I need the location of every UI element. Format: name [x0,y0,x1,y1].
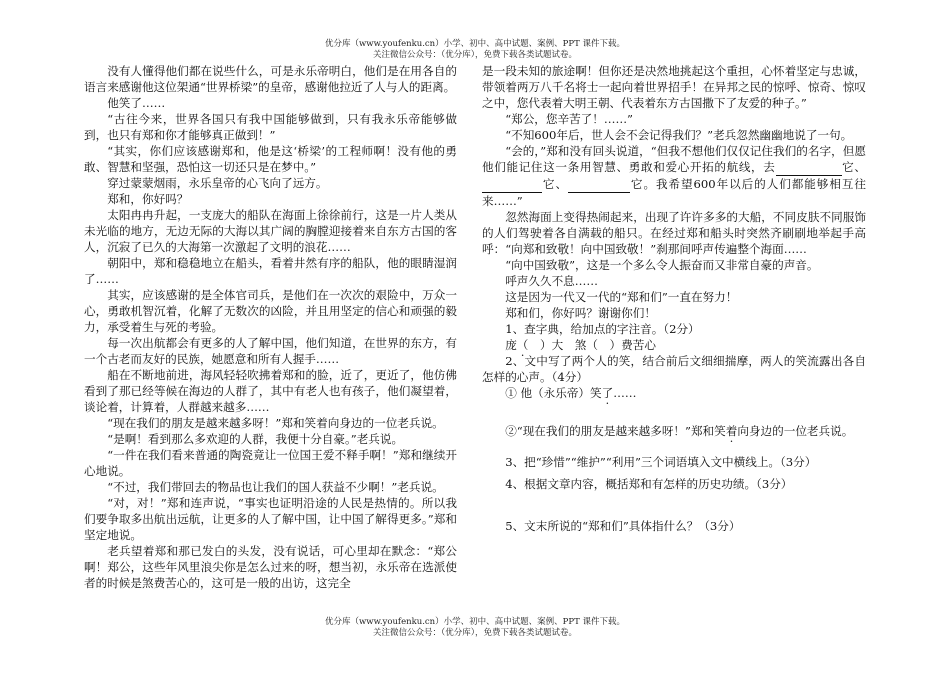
question-2-item-1 [482,385,866,401]
right-paragraph: “郑公，您辛苦了！……” [505,112,633,126]
right-paragraph: 郑和们，你好吗？谢谢你们！ [505,306,656,320]
blanks-text: “会的，”郑和没有回头说道，“但我不想他们仅仅记住我们的名字，但愿他们能记住这一条用智慧、勇敢和爱心开拓的航线，去 [482,144,866,174]
dotted-char-xiao: 笑 [590,386,602,400]
answer-space[interactable] [482,492,866,518]
question-5: 5、文末所说的“郑和们”具体指什么？（3分） [505,519,741,533]
blanks-text: 它。我希望600年以后的人们都能够相互往来……” [482,177,866,208]
left-paragraph: 老兵望着郑和那已发白的头发，没有说话，可心里却在默念：“郑公啊！郑公，这些年风里浪尖你是怎么过来的呀，想当初，永乐帝在选派使者的时候是煞费苦心的，这可是一般的出访，这完全 [84,544,457,590]
footer-banner-line1: 优分库（www.youfenku.cn）小学、初中、高中试题、案例、PPT 课件下载。 [325,617,625,627]
question-3: 3、把“珍惜”“维护”“利用”三个词语填入文中横线上。（3分） [505,455,817,469]
q2-1-prefix: ① 他（永乐帝） [505,386,591,400]
q2-2-prefix: ②“现在我们的朋友是越来越多呀！”郑和 [505,424,715,438]
left-paragraph: “古往今来，世界各国只有我中国能够做到，只有我永乐帝能够做到，也只有郑和你才能够真正做到！” [84,112,457,142]
left-paragraph: 没有人懂得他们都在说些什么，可是永乐帝明白，他们是在用各自的语言来感谢他这位架通“世界桥梁”的皇帝，感谢他拉近了人与人的距离。 [84,64,457,94]
right-paragraph: 是一段未知的旅途啊！但你还是决然地挑起这个重担，心怀着坚定与忠诚，带领着两万八千名将士一起向着世界招手！在异邦之民的惊呼、惊奇、惊叹之中，您代表着大明王朝、代表着东方古国撒下了友爱的种子。” [482,64,866,110]
q2-2-suffix: 着向身边的一位老兵说。 [725,424,854,438]
question-1-answer-slots: （ ）大 煞（ ）费苦心 [516,338,656,352]
left-paragraph: “对，对！”郑和连声说，“事实也证明沿途的人民是热情的。所以我们要争取多出航出远航，让更多的人了解中国，让中国了解得更多。”郑和坚定地说。 [84,496,457,542]
left-paragraph: 太阳冉冉升起，一支庞大的船队在海面上徐徐前行，这是一片人类从未光临的地方，无边无际的大海以其广阔的胸膛迎接着来自东方古国的客人，沉寂了已久的大海第一次激起了文明的浪花…… [84,208,457,254]
right-column [482,63,866,534]
left-paragraph: “一件在我们看来普通的陶瓷竟让一位国王爱不释手啊！”郑和继续开心地说。 [84,448,457,478]
header-banner-line1: 优分库（www.youfenku.cn）小学、初中、高中试题、案例、PPT 课件下载。 [325,39,625,49]
dotted-char-pang: 庞 [505,338,517,352]
right-paragraph: 忽然海面上变得热闹起来，出现了许许多多的大船，不同皮肤不同服饰的人们驾驶着各自满载的船只。在经过郑和船头时突然齐刷刷地举起手高呼：“向郑和致敬！向中国致敬！”刹那间呼声传遍整个海面…… [482,210,866,256]
left-paragraph: 郑和，你好吗？ [107,192,189,206]
question-1: 1、查字典，给加点的字注音。（2分） [505,322,700,336]
footer-banner-line2: 关注微信公众号：（优分库），免费下载各类试题试卷。 [372,628,577,638]
fill-blank-2[interactable] [482,176,542,193]
left-paragraph: 穿过蒙蒙烟雨，永乐皇帝的心飞向了远方。 [107,176,328,190]
question-4: 4、根据文章内容，概括郑和有怎样的历史功绩。（3分） [505,477,793,491]
dotted-char-xiao: 笑 [714,424,726,438]
fill-blank-1[interactable] [776,159,842,176]
right-paragraph: “向中国致敬”，这是一个多么令人振奋而又非常自豪的声音。 [505,258,819,272]
right-paragraph-with-blanks [482,143,866,209]
left-paragraph: 船在不断地前进，海风轻轻吹拂着郑和的脸，近了，更近了，他仿佛看到了那已经等候在海边的人群了，其中有老人也有孩子，他们凝望着，谈论着，计算着，人群越来越多…… [84,368,457,414]
left-paragraph: “其实，你们应该感谢郑和，他是这‘桥梁’的工程师啊！没有他的勇敢、智慧和坚强，恐怕这一切还只是在梦中。” [84,144,457,174]
fill-blank-3[interactable] [568,176,630,193]
blanks-text: 它、 [542,177,568,191]
left-paragraph: 他笑了…… [107,96,166,110]
left-column [84,63,457,591]
question-2: 2、文中写了两个人的笑，结合前后文细细揣摩，两人的笑流露出各自怎样的心声。（4分） [482,354,866,384]
answer-space[interactable] [482,439,866,454]
left-paragraph: 每一次出航都会有更多的人了解中国，他们知道，在世界的东方，有一个古老而友好的民族，她愿意和所有人握手…… [84,336,457,366]
header-banner-line2: 关注微信公众号：（优分库），免费下载各类试题试卷。 [372,50,577,60]
answer-space[interactable] [482,401,866,423]
header-banner [0,39,950,61]
left-paragraph: “是啊！看到那么多欢迎的人群，我便十分自豪。”老兵说。 [107,432,404,446]
right-paragraph: 这是因为一代又一代的“郑和们”一直在努力！ [505,290,738,304]
right-paragraph: “不知600年后，世人会不会记得我们？”老兵忽然幽幽地说了一句。 [505,128,853,142]
blanks-text: 它、 [841,160,866,174]
q2-1-suffix: 了…… [601,386,637,400]
left-paragraph: “现在我们的朋友是越来越多呀！”郑和笑着向身边的一位老兵说。 [107,416,444,430]
left-paragraph: 其实，应该感谢的是全体官司兵，是他们在一次次的艰险中，万众一心，勇敢机智沉着，化解了无数次的凶险，并且用坚定的信心和顽强的毅力，承受着生与死的考验。 [84,288,457,334]
footer-banner [0,617,950,639]
left-paragraph: “不过，我们带回去的物品也让我们的国人获益不少啊！”老兵说。 [107,480,444,494]
left-paragraph: 朝阳中，郑和稳稳地立在船头，看着井然有序的船队，他的眼睛湿润了…… [84,256,457,286]
question-1-items [482,337,866,353]
right-paragraph: 呼声久久不息…… [505,274,598,288]
question-2-item-2 [482,423,866,439]
